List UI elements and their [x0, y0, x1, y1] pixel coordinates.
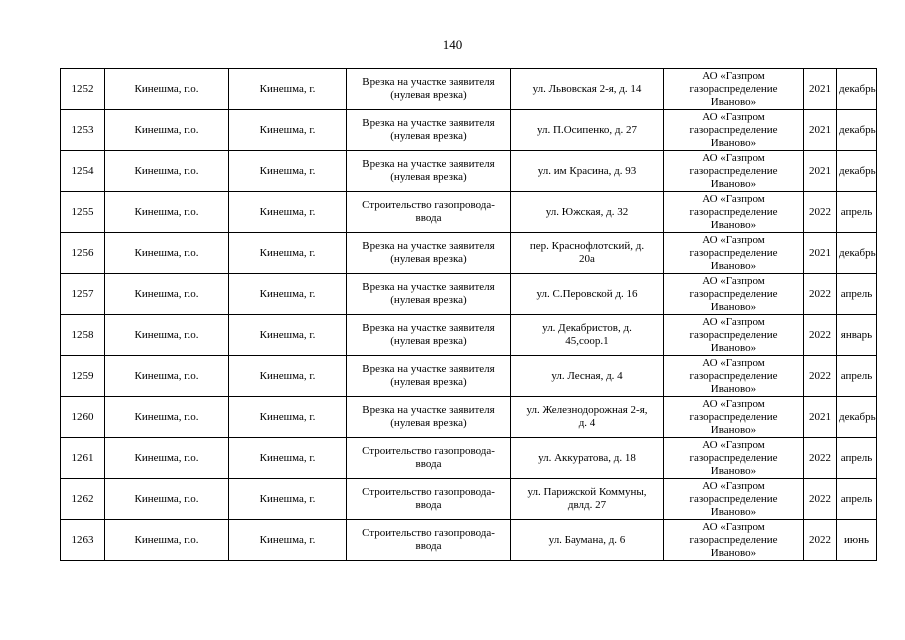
organization-line: газораспределение: [689, 246, 778, 259]
organization-line: газораспределение: [689, 205, 778, 218]
work-type-line: ввода: [415, 212, 442, 224]
locality-cell: [229, 397, 347, 438]
organization-line: АО «Газпром: [702, 356, 765, 369]
address-line: ул. Баумана, д. 6: [548, 533, 626, 546]
district-text: Кинешма, г.о.: [134, 205, 199, 218]
work-type-cell: [347, 520, 511, 561]
organization-line: АО «Газпром: [702, 479, 765, 492]
work-type-cell: [347, 397, 511, 438]
organization-line: Иваново»: [710, 300, 757, 313]
address-line: ул. Львовская 2-я, д. 14: [532, 82, 642, 95]
address-cell: [511, 274, 664, 315]
work-type-line: Врезка на участке заявителя: [362, 322, 495, 334]
organization-line: газораспределение: [689, 369, 778, 382]
month-text: декабрь: [839, 164, 876, 177]
locality-cell: [229, 233, 347, 274]
district-cell: [105, 274, 229, 315]
organization-line: Иваново»: [710, 546, 757, 559]
month-cell: [837, 233, 877, 274]
year-text: 2022: [809, 287, 831, 300]
work-type-cell: [347, 192, 511, 233]
locality-cell: [229, 192, 347, 233]
table-row: [61, 110, 877, 151]
organization-cell: [664, 356, 804, 397]
month-cell: [837, 315, 877, 356]
year-text: 2021: [809, 246, 831, 259]
locality-text: Кинешма, г.: [259, 287, 316, 300]
month-cell: [837, 520, 877, 561]
organization-line: АО «Газпром: [702, 69, 765, 82]
locality-cell: [229, 520, 347, 561]
row-number-text: 1261: [71, 451, 94, 464]
year-cell: [804, 479, 837, 520]
district-cell: [105, 192, 229, 233]
work-type-line: Врезка на участке заявителя: [362, 281, 495, 293]
locality-text: Кинешма, г.: [259, 492, 316, 505]
locality-text: Кинешма, г.: [259, 205, 316, 218]
organization-line: АО «Газпром: [702, 520, 765, 533]
address-line: ул. Железнодорожная 2-я,: [526, 404, 648, 416]
year-text: 2022: [809, 533, 831, 546]
organization-line: АО «Газпром: [702, 397, 765, 410]
organization-line: Иваново»: [710, 259, 757, 272]
work-type-line: ввода: [415, 499, 442, 511]
month-text: декабрь: [839, 123, 876, 136]
year-cell: [804, 438, 837, 479]
work-type-line: (нулевая врезка): [390, 89, 467, 101]
district-cell: [105, 151, 229, 192]
district-cell: [105, 479, 229, 520]
district-cell: [105, 315, 229, 356]
organization-cell: [664, 520, 804, 561]
organization-line: Иваново»: [710, 95, 757, 108]
month-cell: [837, 274, 877, 315]
address-cell: [511, 356, 664, 397]
month-text: декабрь: [839, 410, 876, 423]
district-text: Кинешма, г.о.: [134, 164, 199, 177]
locality-text: Кинешма, г.: [259, 164, 316, 177]
organization-line: АО «Газпром: [702, 315, 765, 328]
organization-line: Иваново»: [710, 177, 757, 190]
organization-line: газораспределение: [689, 287, 778, 300]
organization-line: АО «Газпром: [702, 233, 765, 246]
organization-line: газораспределение: [689, 451, 778, 464]
work-type-cell: [347, 315, 511, 356]
year-text: 2021: [809, 123, 831, 136]
address-line: ул. Южская, д. 32: [545, 205, 629, 218]
row-number: [61, 151, 105, 192]
organization-line: газораспределение: [689, 410, 778, 423]
month-text: апрель: [840, 287, 873, 300]
address-cell: [511, 315, 664, 356]
organization-line: Иваново»: [710, 136, 757, 149]
row-number: [61, 233, 105, 274]
locality-text: Кинешма, г.: [259, 328, 316, 341]
row-number: [61, 110, 105, 151]
organization-line: газораспределение: [689, 492, 778, 505]
work-type-cell: [347, 479, 511, 520]
month-cell: [837, 69, 877, 110]
year-cell: [804, 233, 837, 274]
year-text: 2022: [809, 369, 831, 382]
work-type-line: (нулевая врезка): [390, 171, 467, 183]
month-cell: [837, 438, 877, 479]
locality-text: Кинешма, г.: [259, 533, 316, 546]
row-number-text: 1253: [71, 123, 94, 136]
organization-cell: [664, 69, 804, 110]
address-line: ул. Лесная, д. 4: [551, 369, 623, 382]
work-type-line: ввода: [415, 540, 442, 552]
table-row: [61, 479, 877, 520]
work-type-line: Строительство газопровода-: [362, 445, 495, 457]
organization-line: Иваново»: [710, 505, 757, 518]
address-cell: [511, 110, 664, 151]
work-type-cell: [347, 69, 511, 110]
district-cell: [105, 520, 229, 561]
address-cell: [511, 192, 664, 233]
address-line: двлд. 27: [567, 499, 607, 511]
row-number: [61, 520, 105, 561]
work-type-cell: [347, 233, 511, 274]
address-line: д. 4: [578, 417, 596, 429]
row-number-text: 1259: [71, 369, 94, 382]
district-cell: [105, 438, 229, 479]
organization-line: АО «Газпром: [702, 110, 765, 123]
table-row: [61, 438, 877, 479]
month-text: декабрь: [839, 246, 876, 259]
year-cell: [804, 274, 837, 315]
work-type-line: Врезка на участке заявителя: [362, 404, 495, 416]
district-text: Кинешма, г.о.: [134, 410, 199, 423]
work-type-line: (нулевая врезка): [390, 130, 467, 142]
locality-text: Кинешма, г.: [259, 123, 316, 136]
year-cell: [804, 356, 837, 397]
district-text: Кинешма, г.о.: [134, 328, 199, 341]
district-cell: [105, 356, 229, 397]
row-number-text: 1255: [71, 205, 94, 218]
month-cell: [837, 356, 877, 397]
address-line: ул. С.Перовской д. 16: [536, 287, 638, 300]
month-text: апрель: [840, 492, 873, 505]
year-text: 2021: [809, 410, 831, 423]
month-text: январь: [840, 328, 873, 341]
row-number: [61, 315, 105, 356]
row-number: [61, 192, 105, 233]
district-text: Кинешма, г.о.: [134, 82, 199, 95]
year-text: 2022: [809, 328, 831, 341]
address-cell: [511, 479, 664, 520]
locality-cell: [229, 315, 347, 356]
year-text: 2022: [809, 205, 831, 218]
address-line: ул. П.Осипенко, д. 27: [537, 123, 637, 136]
organization-cell: [664, 438, 804, 479]
year-cell: [804, 315, 837, 356]
table-row: [61, 233, 877, 274]
locality-text: Кинешма, г.: [259, 82, 316, 95]
organization-cell: [664, 315, 804, 356]
page-number: 140: [442, 37, 463, 52]
row-number-text: 1257: [71, 287, 94, 300]
district-text: Кинешма, г.о.: [134, 123, 199, 136]
district-text: Кинешма, г.о.: [134, 369, 199, 382]
row-number: [61, 274, 105, 315]
row-number: [61, 479, 105, 520]
address-cell: [511, 397, 664, 438]
organization-cell: [664, 233, 804, 274]
gas-connection-table: [60, 68, 877, 561]
organization-cell: [664, 479, 804, 520]
organization-line: АО «Газпром: [702, 151, 765, 164]
organization-cell: [664, 110, 804, 151]
locality-cell: [229, 110, 347, 151]
district-text: Кинешма, г.о.: [134, 451, 199, 464]
district-cell: [105, 69, 229, 110]
year-cell: [804, 520, 837, 561]
district-text: Кинешма, г.о.: [134, 246, 199, 259]
organization-cell: [664, 274, 804, 315]
row-number: [61, 69, 105, 110]
address-line: 20а: [579, 253, 595, 265]
organization-line: газораспределение: [689, 533, 778, 546]
year-cell: [804, 110, 837, 151]
organization-line: АО «Газпром: [702, 274, 765, 287]
year-cell: [804, 151, 837, 192]
row-number-text: 1263: [71, 533, 94, 546]
address-cell: [511, 233, 664, 274]
month-text: декабрь: [839, 82, 876, 95]
address-line: пер. Краснофлотский, д.: [529, 240, 645, 252]
locality-cell: [229, 438, 347, 479]
month-cell: [837, 151, 877, 192]
locality-cell: [229, 479, 347, 520]
organization-line: газораспределение: [689, 164, 778, 177]
work-type-cell: [347, 110, 511, 151]
month-text: апрель: [840, 205, 873, 218]
month-cell: [837, 397, 877, 438]
table-row: [61, 315, 877, 356]
work-type-line: Врезка на участке заявителя: [362, 363, 495, 375]
table-row: [61, 69, 877, 110]
row-number-text: 1258: [71, 328, 94, 341]
locality-text: Кинешма, г.: [259, 369, 316, 382]
address-line: ул. им Красина, д. 93: [537, 164, 637, 177]
table-row: [61, 151, 877, 192]
organization-line: Иваново»: [710, 218, 757, 231]
table-row: [61, 356, 877, 397]
organization-cell: [664, 192, 804, 233]
row-number-text: 1254: [71, 164, 94, 177]
month-cell: [837, 479, 877, 520]
locality-cell: [229, 69, 347, 110]
work-type-cell: [347, 151, 511, 192]
locality-text: Кинешма, г.: [259, 451, 316, 464]
row-number: [61, 397, 105, 438]
table-body: [61, 69, 877, 561]
organization-line: АО «Газпром: [702, 438, 765, 451]
month-cell: [837, 110, 877, 151]
work-type-line: (нулевая врезка): [390, 335, 467, 347]
district-cell: [105, 233, 229, 274]
locality-text: Кинешма, г.: [259, 410, 316, 423]
locality-text: Кинешма, г.: [259, 246, 316, 259]
district-text: Кинешма, г.о.: [134, 533, 199, 546]
year-text: 2021: [809, 164, 831, 177]
year-text: 2022: [809, 492, 831, 505]
work-type-cell: [347, 438, 511, 479]
work-type-line: Строительство газопровода-: [362, 486, 495, 498]
work-type-line: (нулевая врезка): [390, 376, 467, 388]
row-number-text: 1260: [71, 410, 94, 423]
work-type-line: ввода: [415, 458, 442, 470]
organization-line: Иваново»: [710, 382, 757, 395]
district-cell: [105, 110, 229, 151]
row-number-text: 1256: [71, 246, 94, 259]
work-type-line: Строительство газопровода-: [362, 199, 495, 211]
table-row: [61, 520, 877, 561]
address-line: 45,соор.1: [565, 335, 609, 347]
table-row: [61, 274, 877, 315]
table-row: [61, 192, 877, 233]
work-type-line: Врезка на участке заявителя: [362, 117, 495, 129]
address-line: ул. Аккуратова, д. 18: [538, 451, 636, 464]
organization-cell: [664, 397, 804, 438]
work-type-line: (нулевая врезка): [390, 417, 467, 429]
organization-line: Иваново»: [710, 341, 757, 354]
organization-cell: [664, 151, 804, 192]
organization-line: газораспределение: [689, 123, 778, 136]
organization-line: газораспределение: [689, 82, 778, 95]
month-cell: [837, 192, 877, 233]
work-type-line: Врезка на участке заявителя: [362, 240, 495, 252]
address-line: ул. Парижской Коммуны,: [527, 486, 647, 498]
work-type-cell: [347, 274, 511, 315]
work-type-line: Врезка на участке заявителя: [362, 158, 495, 170]
month-text: апрель: [840, 451, 873, 464]
work-type-line: Строительство газопровода-: [362, 527, 495, 539]
row-number-text: 1252: [71, 82, 94, 95]
row-number: [61, 438, 105, 479]
district-text: Кинешма, г.о.: [134, 287, 199, 300]
row-number: [61, 356, 105, 397]
month-text: июнь: [843, 533, 869, 546]
work-type-line: (нулевая врезка): [390, 253, 467, 265]
district-cell: [105, 397, 229, 438]
organization-line: АО «Газпром: [702, 192, 765, 205]
address-cell: [511, 520, 664, 561]
row-number-text: 1262: [71, 492, 94, 505]
year-cell: [804, 192, 837, 233]
locality-cell: [229, 274, 347, 315]
address-cell: [511, 69, 664, 110]
table-row: [61, 397, 877, 438]
work-type-line: Врезка на участке заявителя: [362, 76, 495, 88]
district-text: Кинешма, г.о.: [134, 492, 199, 505]
organization-line: Иваново»: [710, 423, 757, 436]
locality-cell: [229, 151, 347, 192]
address-cell: [511, 438, 664, 479]
year-text: 2022: [809, 451, 831, 464]
month-text: апрель: [840, 369, 873, 382]
organization-line: газораспределение: [689, 328, 778, 341]
organization-line: Иваново»: [710, 464, 757, 477]
work-type-line: (нулевая врезка): [390, 294, 467, 306]
year-text: 2021: [809, 82, 831, 95]
address-cell: [511, 151, 664, 192]
locality-cell: [229, 356, 347, 397]
year-cell: [804, 69, 837, 110]
work-type-cell: [347, 356, 511, 397]
year-cell: [804, 397, 837, 438]
address-line: ул. Декабристов, д.: [542, 322, 632, 334]
